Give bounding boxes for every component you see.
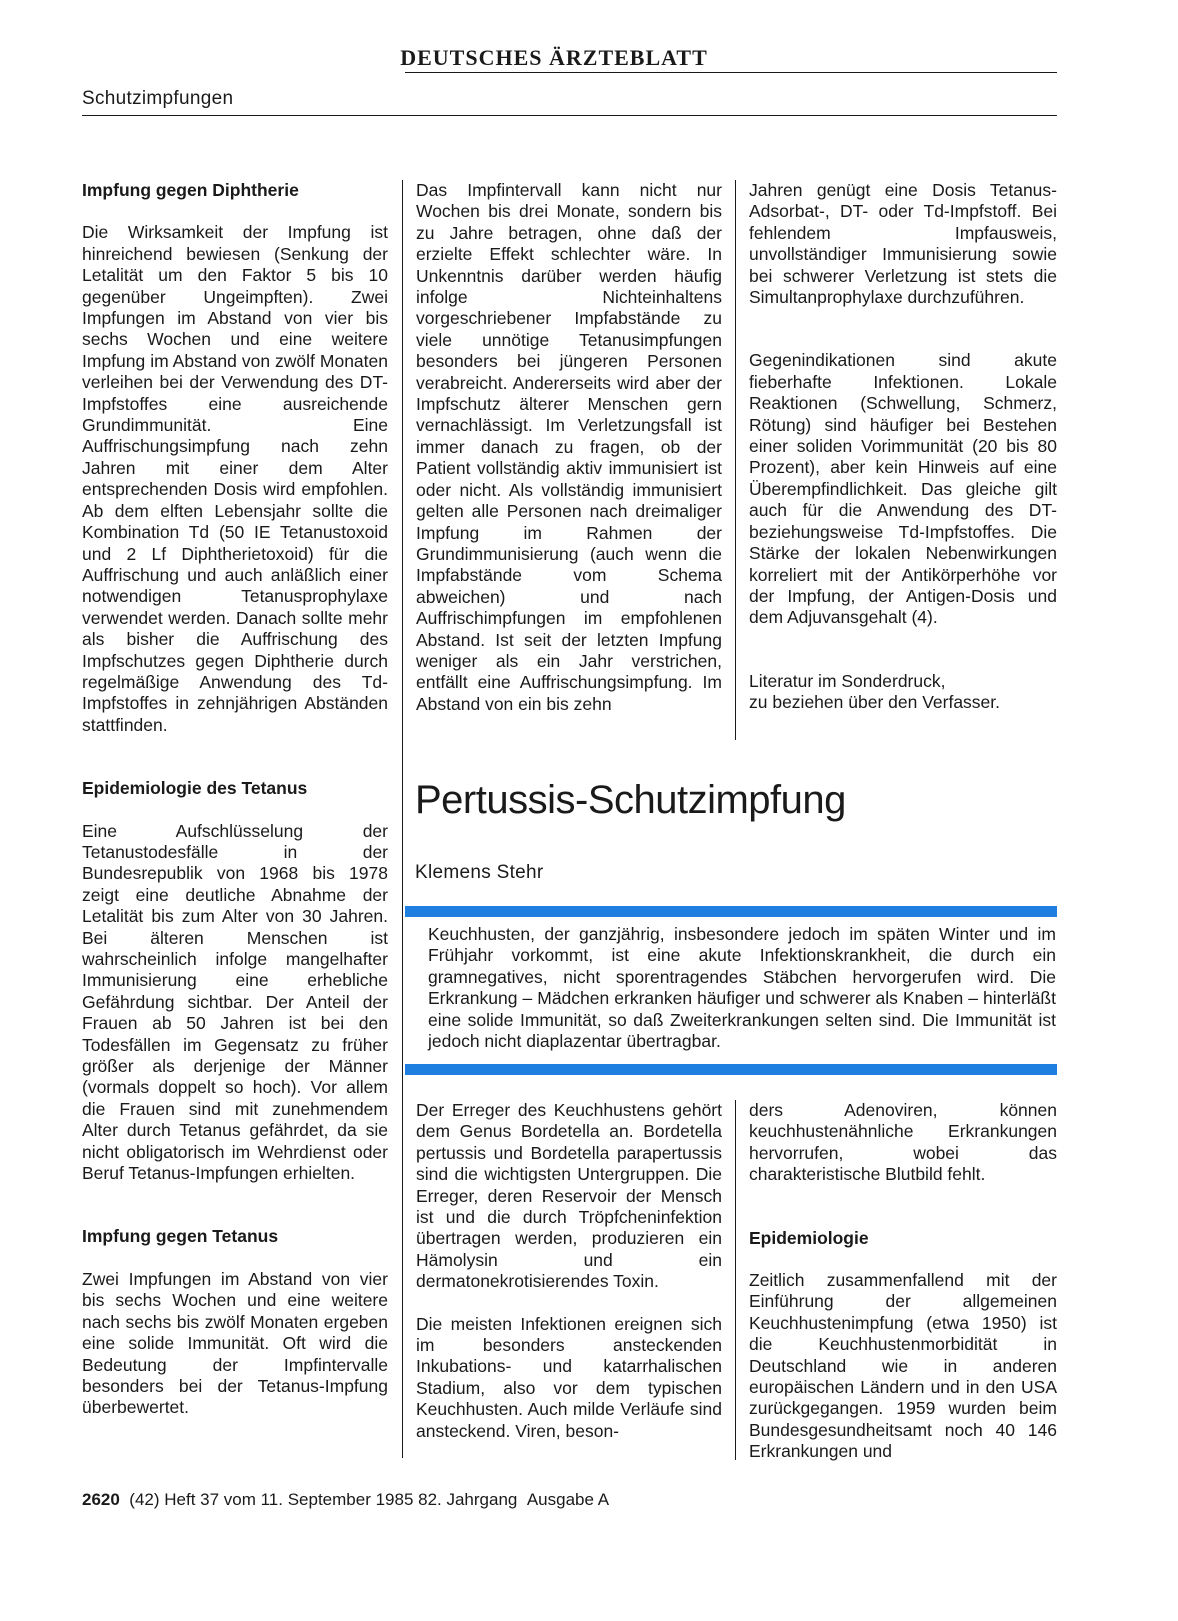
column-2 [416, 180, 722, 736]
paragraph-dosis: Jahren genügt eine Dosis Tetanus-Adsorbat-, DT- oder Td-Impfstoff. Bei fehlendem Impfausweis, unvollständiger Immunisierung sowie bei schwerer Verletzung ist stets die Simultanprophylaxe durchzuführen. [749, 180, 1057, 308]
column-divider-1 [402, 180, 403, 1458]
paragraph-epidemiologie-tetanus: Eine Aufschlüsselung der Tetanustodesfälle in der Bundesrepublik von 1968 bis 1978 zeigt eine deutliche Abnahme der Letalität bis zum Alter von 30 Jahren. Bei älteren Menschen ist wahrscheinlich infolge mangelhafter Immunisierung eine erhebliche Gefährdung sichtbar. Der Anteil der Frauen ab 50 Jahren ist bei den Todesfällen im Gegensatz zu früher größer als derjenige der Männer (vormals doppelt so hoch). Vor allem die Frauen sind mit zunehmendem Alter durch Tetanus gefährdet, da sie nicht obligatorisch im Wehrdienst oder Beruf Tetanus-Impfungen erhielten. [82, 820, 388, 1184]
article-column-a [416, 1100, 722, 1463]
column-divider-2 [735, 180, 736, 740]
paragraph-gegenindikationen: Gegenindikationen sind akute fieberhafte Infektionen. Lokale Reaktionen (Schwellung, Schmerz, Rötung) sind häufiger bei Bestehen einer soliden Vorimmunität (20 bis 80 Prozent), aber kein Hinweis auf eine Überempfindlichkeit. Das gleiche gilt auch für die Anwendung des DT- beziehungsweise Td-Impfstoffes. Die Stärke der lokalen Nebenwirkungen korreliert mit der Antikörperhöhe vor der Impfung, der Antigen-Dosis und dem Adjuvansgehalt (4). [749, 350, 1057, 628]
article-column-b [749, 1100, 1057, 1484]
paragraph-diphtherie: Die Wirksamkeit der Impfung ist hinreichend bewiesen (Senkung der Letalität um den Faktor 5 bis 10 gegenüber Ungeimpften). Zwei Impfungen im Abstand von vier bis sechs Wochen und eine weitere Impfung im Abstand von zwölf Monaten verleihen bei der Verwendung des DT-Impfstoffes eine ausreichende Grundimmunität. Eine Auffrischungsimpfung nach zehn Jahren mit einer dem Alter entsprechenden Dosis wird empfohlen. Ab dem elften Lebensjahr sollte die Kombination Td (50 IE Tetanustoxoid und 2 Lf Diphtherietoxoid) für die Auffrischung und auch anläßlich einer notwendigen Tetanusprophylaxe verwendet werden. Danach sollte mehr als bisher die Auffrischung des Impfschutzes gegen Diphtherie durch regelmäßige Anwendung des Td-Impfstoffes in zehnjährigen Abständen stattfinden. [82, 222, 388, 735]
heading-impfung-diphtherie: Impfung gegen Diphtherie [82, 180, 299, 200]
literature-note-line-1: Literatur im Sonderdruck, [749, 670, 946, 691]
paragraph-erreger: Der Erreger des Keuchhustens gehört dem Genus Bordetella an. Bordetella pertussis und Bordetella parapertussis sind die wichtigsten Untergruppen. Die Erreger, deren Reservoir der Mensch ist und die durch Tröpfcheninfektion übertragen werden, produzieren ein Hämolysin und ein dermatonekrotisierendes Toxin. [416, 1100, 722, 1292]
column-divider-3 [735, 1100, 736, 1460]
heading-epidemiologie-tetanus: Epidemiologie des Tetanus [82, 778, 308, 799]
paragraph-adenoviren: ders Adenoviren, können keuchhustenähnliche Erkrankungen hervorrufen, wobei das charakteristische Blutbild fehlt. [749, 1100, 1057, 1185]
abstract-band-bottom [405, 1064, 1057, 1075]
edition-label: Ausgabe A [526, 1490, 610, 1509]
abstract-band-top [405, 906, 1057, 917]
heading-impfung-tetanus: Impfung gegen Tetanus [82, 1226, 279, 1247]
literature-note-line-2: zu beziehen über den Verfasser. [749, 692, 1001, 713]
paragraph-tetanus: Zwei Impfungen im Abstand von vier bis sechs Wochen und eine weitere nach sechs bis zwölf Monaten ergeben eine solide Immunität. Oft wird die Bedeutung der Impfintervalle besonders bei der Tetanus-Impfung überbewertet. [82, 1268, 388, 1418]
journal-masthead: DEUTSCHES ÄRZTEBLATT [400, 45, 708, 70]
article-title: Pertussis-Schutzimpfung [415, 778, 846, 822]
section-label: Schutzimpfungen [82, 88, 234, 109]
paragraph-impfintervall: Das Impfintervall kann nicht nur Wochen bis drei Monate, sondern bis zu Jahre betragen, ohne daß der erzielte Effekt schlechter wäre. In Unkenntnis darüber werden häufig infolge Nichteinhaltens vorgeschriebener Impfabstände zu viele unnötige Tetanusimpfungen besonders bei jüngeren Personen verabreicht. Andererseits wird aber der Impfschutz älterer Menschen gern vernachlässigt. Im Verletzungsfall ist immer danach zu fragen, ob der Patient vollständig aktiv immunisiert ist oder nicht. Als vollständig immunisiert gelten alle Personen nach dreimaliger Impfung im Rahmen der Grundimmunisierung (auch wenn die Impfabstände vom Schema abweichen) und nach Auffrischimpfungen im empfohlenen Abstand. Ist seit der letzten Impfung weniger als ein Jahr verstrichen, entfällt eine Auffrischungsimpfung. Im Abstand von ein bis zehn [416, 180, 722, 714]
article-author: Klemens Stehr [415, 862, 544, 883]
masthead-rule [405, 72, 1057, 73]
header-rule [82, 115, 1057, 116]
column-1 [82, 180, 388, 1440]
issue-info: (42) Heft 37 vom 11. September 1985 82. Jahrgang [129, 1490, 518, 1509]
paragraph-infektionen: Die meisten Infektionen ereignen sich im besonders ansteckenden Inkubations- und katarrhalischen Stadium, also vor dem typischen Keuchhusten. Auch milde Verläufe sind ansteckend. Viren, beson- [416, 1313, 722, 1441]
heading-epidemiologie: Epidemiologie [749, 1227, 869, 1248]
page-number: 2620 [82, 1490, 120, 1509]
paragraph-epidemiologie: Zeitlich zusammenfallend mit der Einführung der allgemeinen Keuchhustenimpfung (etwa 1950) ist die Keuchhustenmorbidität in Deutschland wie in anderen europäischen Ländern und in den USA zurückgegangen. 1959 wurden beim Bundesgesundheitsamt noch 40 146 Erkrankungen und [749, 1270, 1057, 1462]
article-abstract: Keuchhusten, der ganzjährig, insbesondere jedoch im späten Winter und im Frühjahr vorkommt, ist eine akute Infektionskrankheit, die durch ein gramnegatives, nicht sporentragendes Stäbchen hervorgerufen wird. Die Erkrankung – Mädchen erkranken häufiger und schwerer als Knaben – hinterläßt eine solide Immunität, so daß Zweiterkrankungen selten sind. Die Immunität ist jedoch nicht diaplazentar übertragbar. [428, 924, 1056, 1052]
column-3 [749, 180, 1057, 714]
page-footer [82, 1490, 609, 1510]
